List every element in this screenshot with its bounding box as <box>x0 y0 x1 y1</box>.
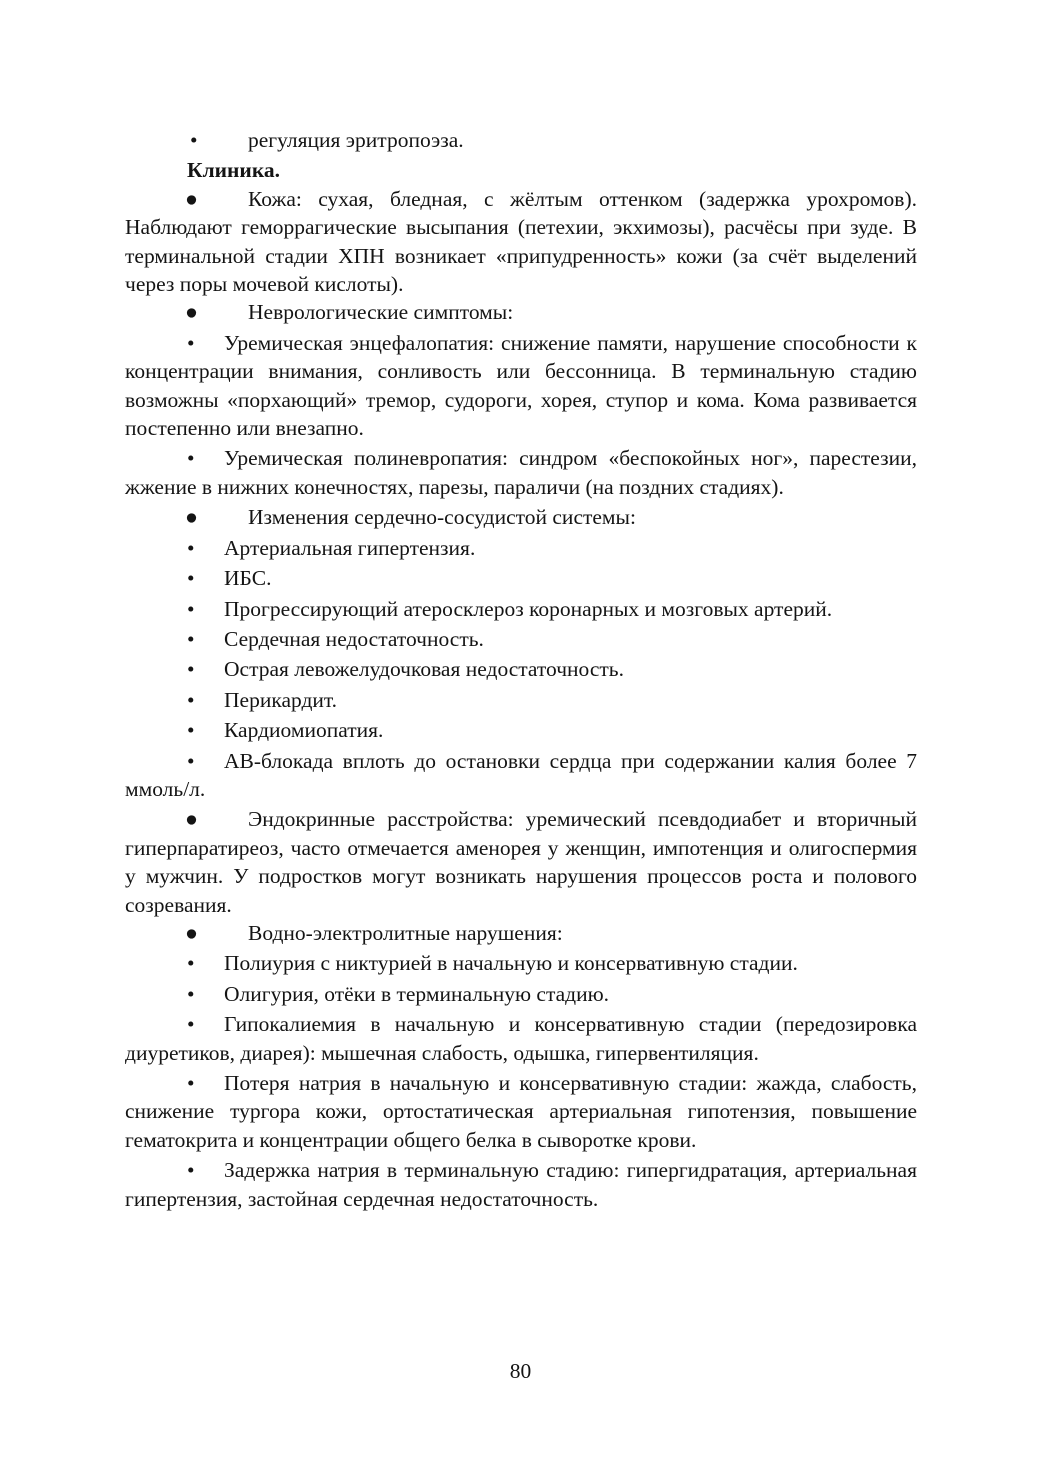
list-item <box>125 747 917 804</box>
list-item-text: Эндокринные расстройства: уремический псевдодиабет и вторичный гиперпаратиреоз, часто отмечается аменорея у женщин, импотенция и олигоспермия у мужчин. У подростков могут возникать нарушения процессов роста и полового созревания. <box>125 807 917 917</box>
list-item <box>125 503 917 531</box>
bullet-icon: ● <box>185 186 198 211</box>
bullet-icon: • <box>187 718 195 743</box>
page-body <box>125 126 917 1213</box>
list-item-text: Потеря натрия в начальную и консервативную стадии: жажда, слабость, снижение тургора кожи, ортостатическая артериальная гипотензия, повышение гематокрита и концентрации общего белка в сыворотке крови. <box>125 1071 917 1152</box>
page-number: 80 <box>509 1359 532 1383</box>
bullet-icon: • <box>187 535 195 560</box>
list-item-text: Сердечная недостаточность. <box>224 626 484 651</box>
bullet-icon: ● <box>185 300 198 325</box>
list-item <box>125 686 917 714</box>
list-item-text: Изменения сердечно-сосудистой системы: <box>248 505 636 530</box>
list-item-text: Полиурия с никтурией в начальную и консервативную стадии. <box>224 951 798 976</box>
list-item-text: Кардиомиопатия. <box>224 718 384 743</box>
list-item <box>125 716 917 744</box>
list-item <box>125 1010 917 1067</box>
bullet-icon: • <box>187 1158 195 1183</box>
bullet-icon: • <box>187 596 195 621</box>
list-item <box>125 126 917 154</box>
list-item <box>125 1156 917 1213</box>
bullet-icon: • <box>187 566 195 591</box>
list-item <box>125 564 917 592</box>
bullet-icon: • <box>190 128 198 152</box>
list-item-text: Задержка натрия в терминальную стадию: гипергидратация, артериальная гипертензия, застойная сердечная недостаточность. <box>125 1158 917 1211</box>
list-item <box>125 655 917 683</box>
list-item-text: Перикардит. <box>224 687 338 712</box>
bullet-icon: ● <box>185 807 198 832</box>
list-item-text: Уремическая полиневропатия: синдром «беспокойных ног», парестезии, жжение в нижних конечностях, парезы, параличи (на поздних стадиях). <box>125 446 917 499</box>
list-item-text: Олигурия, отёки в терминальную стадию. <box>224 981 610 1006</box>
bullet-icon: ● <box>185 920 198 945</box>
bullet-icon: • <box>187 748 195 773</box>
list-item <box>125 805 917 919</box>
bullet-icon: • <box>187 1071 195 1095</box>
bullet-icon: • <box>187 446 195 471</box>
list-item <box>125 980 917 1008</box>
list-item-text: Водно-электролитные нарушения: <box>248 920 563 945</box>
list-item-text: Кожа: сухая, бледная, с жёлтым оттенком (задержка урохромов). Наблюдают геморрагические высыпания (петехии, экхимозы), расчёсы при зуде. В терминальной стадии ХПН возникает «припудренность» кожи (за счёт выделений через поры мочевой кислоты). <box>125 186 917 297</box>
list-item <box>125 595 917 623</box>
bullet-icon: • <box>187 687 195 712</box>
list-item <box>125 919 917 947</box>
list-item <box>125 949 917 977</box>
list-item-text: Острая левожелудочковая недостаточность. <box>224 657 624 682</box>
bullet-icon: • <box>187 330 195 355</box>
list-item <box>125 185 917 299</box>
bullet-icon: • <box>187 981 195 1006</box>
bullet-icon: • <box>187 1012 195 1037</box>
list-item-text: ИБС. <box>224 566 272 591</box>
list-item <box>125 625 917 653</box>
list-item-text: Уремическая энцефалопатия: снижение памяти, нарушение способности к концентрации внимания, сонливость или бессонница. В терминальную стадию возможны «порхающий» тремор, судороги, хорея, ступор и кома. Кома развивается постепенно или внезапно. <box>125 330 917 441</box>
list-item-text: АВ-блокада вплоть до остановки сердца при содержании калия более 7 ммоль/л. <box>125 748 917 801</box>
bullet-icon: ● <box>185 505 198 530</box>
section-heading: Клиника. <box>187 158 281 183</box>
list-item-text: Артериальная гипертензия. <box>224 535 476 560</box>
list-item-text: Гипокалиемия в начальную и консервативную стадии (передозировка диуретиков, диарея): мышечная слабость, одышка, гипервентиляция. <box>125 1012 917 1065</box>
bullet-icon: • <box>187 657 195 682</box>
list-item <box>125 444 917 501</box>
list-item <box>125 298 917 326</box>
list-item-text: Прогрессирующий атеросклероз коронарных и мозговых артерий. <box>224 596 833 621</box>
list-item <box>125 534 917 562</box>
list-item <box>125 1069 917 1154</box>
bullet-icon: • <box>187 626 195 651</box>
list-item <box>125 329 917 443</box>
bullet-icon: • <box>187 951 195 976</box>
list-item-text: регуляция эритропоэза. <box>248 128 464 152</box>
list-item-text: Неврологические симптомы: <box>248 300 514 325</box>
